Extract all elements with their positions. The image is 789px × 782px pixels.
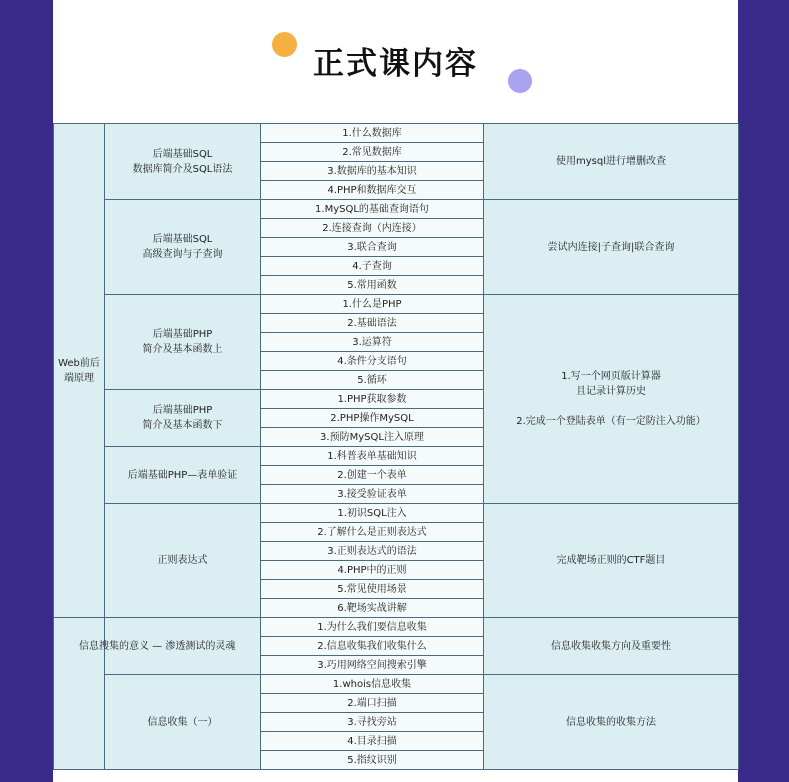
item-cell: 4.PHP和数据库交互 [261, 181, 484, 200]
topic-cell: 后端基础PHP 简介及基本函数下 [105, 390, 261, 447]
item-cell: 4.条件分支语句 [261, 352, 484, 371]
item-cell: 4.PHP中的正则 [261, 561, 484, 580]
item-cell: 2.信息收集我们收集什么 [261, 637, 484, 656]
table-row [54, 200, 739, 219]
item-cell: 6.靶场实战讲解 [261, 599, 484, 618]
table-row [54, 295, 739, 314]
topic-cell: 后端基础SQL 高级查询与子查询 [105, 200, 261, 295]
item-cell: 4.目录扫描 [261, 732, 484, 751]
course-page [53, 0, 738, 782]
topic-cell: 后端基础PHP—表单验证 [105, 447, 261, 504]
topic-cell: 正则表达式 [105, 504, 261, 618]
item-cell: 3.联合查询 [261, 238, 484, 257]
item-cell: 5.循环 [261, 371, 484, 390]
table-row [54, 675, 739, 694]
goal-cell: 信息收集的收集方法 [484, 675, 739, 770]
item-cell: 1.PHP获取参数 [261, 390, 484, 409]
item-cell: 5.指纹识别 [261, 751, 484, 770]
item-cell: 3.数据库的基本知识 [261, 162, 484, 181]
item-cell: 1.为什么我们要信息收集 [261, 618, 484, 637]
item-cell: 3.运算符 [261, 333, 484, 352]
item-cell: 1.什么是PHP [261, 295, 484, 314]
item-cell: 2.创建一个表单 [261, 466, 484, 485]
table-row [54, 618, 739, 637]
item-cell: 1.初识SQL注入 [261, 504, 484, 523]
topic-cell: 后端基础PHP 简介及基本函数上 [105, 295, 261, 390]
topic-cell: 信息搜集的意义 — 渗透测试的灵魂 [105, 618, 261, 675]
item-cell: 2.连接查询（内连接） [261, 219, 484, 238]
item-cell: 2.PHP操作MySQL [261, 409, 484, 428]
course-table [53, 123, 739, 770]
goal-cell: 信息收集收集方向及重要性 [484, 618, 739, 675]
goal-cell: 使用mysql进行增删改查 [484, 124, 739, 200]
item-cell: 3.正则表达式的语法 [261, 542, 484, 561]
item-cell: 3.预防MySQL注入原理 [261, 428, 484, 447]
item-cell: 4.子查询 [261, 257, 484, 276]
page-title: 正式课内容 [313, 46, 478, 82]
item-cell: 3.寻找旁站 [261, 713, 484, 732]
item-cell: 1.whois信息收集 [261, 675, 484, 694]
item-cell: 1.什么数据库 [261, 124, 484, 143]
item-cell: 2.常见数据库 [261, 143, 484, 162]
goal-cell: 完成靶场正则的CTF题目 [484, 504, 739, 618]
item-cell: 2.端口扫描 [261, 694, 484, 713]
item-cell: 2.了解什么是正则表达式 [261, 523, 484, 542]
topic-cell: 后端基础SQL 数据库简介及SQL语法 [105, 124, 261, 200]
topic-cell: 信息收集（一） [105, 675, 261, 770]
item-cell: 3.接受验证表单 [261, 485, 484, 504]
item-cell: 1.科普表单基础知识 [261, 447, 484, 466]
item-cell: 5.常见使用场景 [261, 580, 484, 599]
item-cell: 2.基础语法 [261, 314, 484, 333]
table-row [54, 124, 739, 143]
item-cell: 5.常用函数 [261, 276, 484, 295]
item-cell: 3.巧用网络空间搜索引擎 [261, 656, 484, 675]
module-cell: Web前后端原理 [54, 124, 105, 618]
goal-cell: 1.写一个网页版计算器 且记录计算历史 2.完成一个登陆表单（有一定防注入功能） [484, 295, 739, 504]
goal-cell: 尝试内连接|子查询|联合查询 [484, 200, 739, 295]
header [53, 0, 738, 123]
table-row [54, 504, 739, 523]
item-cell: 1.MySQL的基础查询语句 [261, 200, 484, 219]
